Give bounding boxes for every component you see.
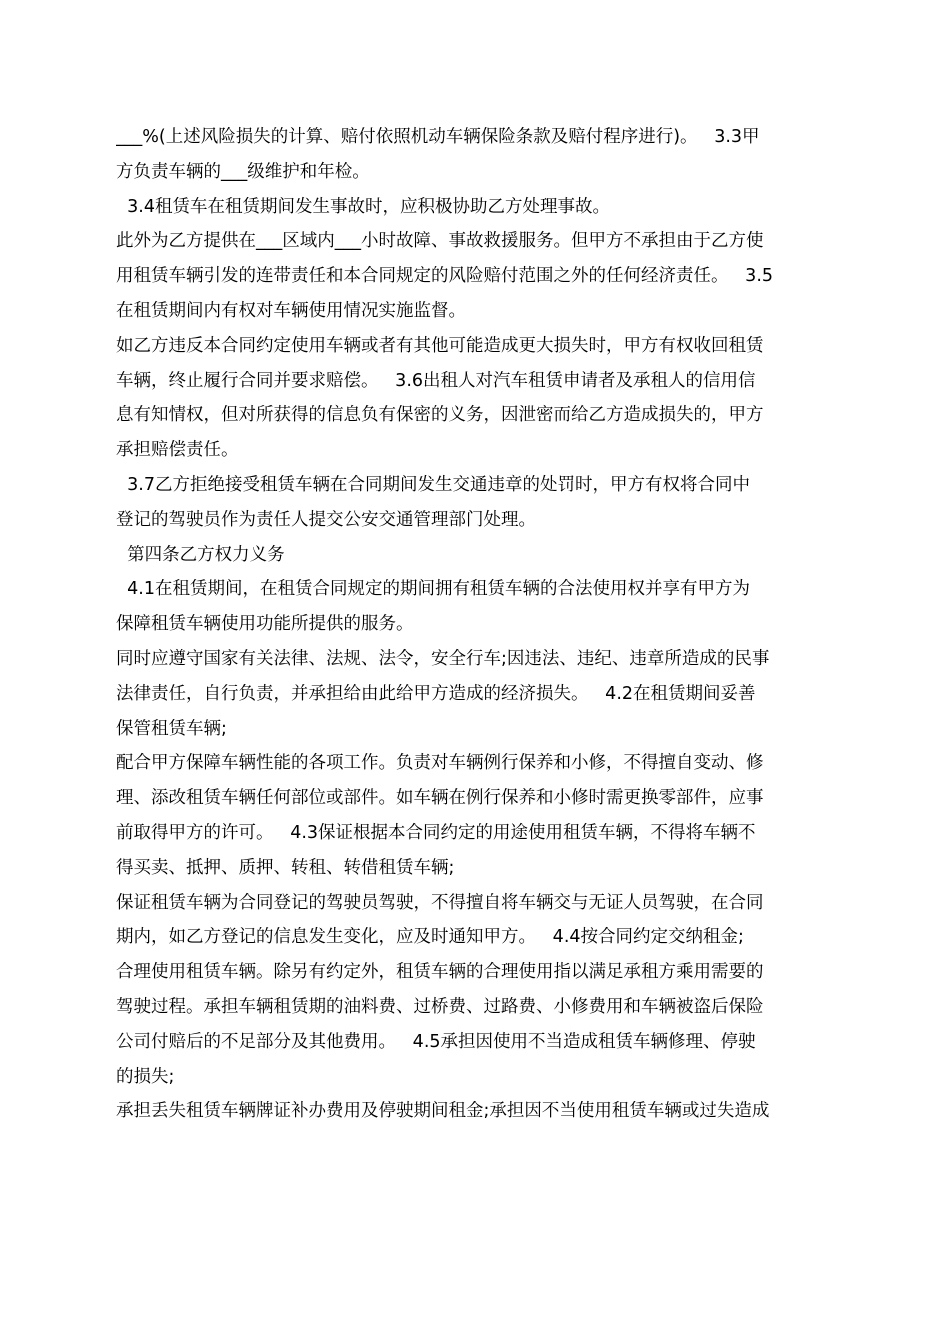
text-line: 配合甲方保障车辆性能的各项工作。负责对车辆例行保养和小修，不得擅自变动、修 bbox=[116, 753, 764, 774]
text-line: 前取得甲方的许可。 4.3保证根据本合同约定的用途使用租赁车辆，不得将车辆不 bbox=[116, 822, 756, 843]
text-line: 理、添改租赁车辆任何部位或部件。如车辆在例行保养和小修时需更换零部件，应事 bbox=[116, 788, 764, 809]
text-line: 3.7乙方拒绝接受租赁车辆在合同期间发生交通违章的处罚时，甲方有权将合同中 bbox=[116, 474, 750, 495]
text-line: 3.4租赁车在租赁期间发生事故时，应积极协助乙方处理事故。 bbox=[116, 196, 610, 217]
text-line: 用租赁车辆引发的连带责任和本合同规定的风险赔付范围之外的任何经济责任。 3.5 bbox=[116, 266, 774, 287]
text-line: 此外为乙方提供在___区域内___小时故障、事故救援服务。但甲方不承担由于乙方使 bbox=[116, 231, 764, 252]
text-line: ___%(上述风险损失的计算、赔付依照机动车辆保险条款及赔付程序进行)。 3.3甲 bbox=[116, 127, 760, 147]
text-line: 承担丢失租赁车辆牌证补办费用及停驶期间租金;承担因不当使用租赁车辆或过失造成 bbox=[116, 1101, 770, 1122]
text-line: 息有知情权，但对所获得的信息负有保密的义务，因泄密而给乙方造成损失的，甲方 bbox=[116, 405, 764, 426]
text-line: 车辆，终止履行合同并要求赔偿。 3.6出租人对汽车租赁申请者及承租人的信用信 bbox=[116, 370, 756, 391]
document-body bbox=[116, 120, 836, 1129]
text-line: 如乙方违反本合同约定使用车辆或者有其他可能造成更大损失时，甲方有权收回租赁 bbox=[116, 335, 764, 356]
text-line: 在租赁期间内有权对车辆使用情况实施监督。 bbox=[116, 300, 466, 321]
text-line: 同时应遵守国家有关法律、法规、法令，安全行车;因违法、违纪、违章所造成的民事 bbox=[116, 648, 770, 669]
section-heading: 第四条乙方权力义务 bbox=[116, 544, 285, 565]
text-line: 承担赔偿责任。 bbox=[116, 440, 239, 461]
text-line: 法律责任，自行负责，并承担给由此给甲方造成的经济损失。 4.2在租赁期间妥善 bbox=[116, 683, 756, 704]
text-line: 驾驶过程。承担车辆租赁期的油料费、过桥费、过路费、小修费用和车辆被盗后保险 bbox=[116, 996, 764, 1017]
text-line: 方负责车辆的___级维护和年检。 bbox=[116, 161, 370, 182]
text-line: 得买卖、抵押、质押、转租、转借租赁车辆; bbox=[116, 857, 455, 878]
text-line: 4.1在租赁期间，在租赁合同规定的期间拥有租赁车辆的合法使用权并享有甲方为 bbox=[116, 579, 750, 600]
text-line: 保证租赁车辆为合同登记的驾驶员驾驶，不得擅自将车辆交与无证人员驾驶，在合同 bbox=[116, 892, 764, 913]
text-line: 期内，如乙方登记的信息发生变化，应及时通知甲方。 4.4按合同约定交纳租金; bbox=[116, 927, 744, 948]
text-line: 合理使用租赁车辆。除另有约定外，租赁车辆的合理使用指以满足承租方乘用需要的 bbox=[116, 962, 764, 983]
text-line: 保管租赁车辆; bbox=[116, 718, 227, 739]
text-line: 登记的驾驶员作为责任人提交公安交通管理部门处理。 bbox=[116, 509, 536, 530]
text-line: 保障租赁车辆使用功能所提供的服务。 bbox=[116, 614, 414, 635]
text-line: 公司付赔后的不足部分及其他费用。 4.5承担因使用不当造成租赁车辆修理、停驶 bbox=[116, 1031, 756, 1052]
text-line: 的损失; bbox=[116, 1066, 175, 1087]
